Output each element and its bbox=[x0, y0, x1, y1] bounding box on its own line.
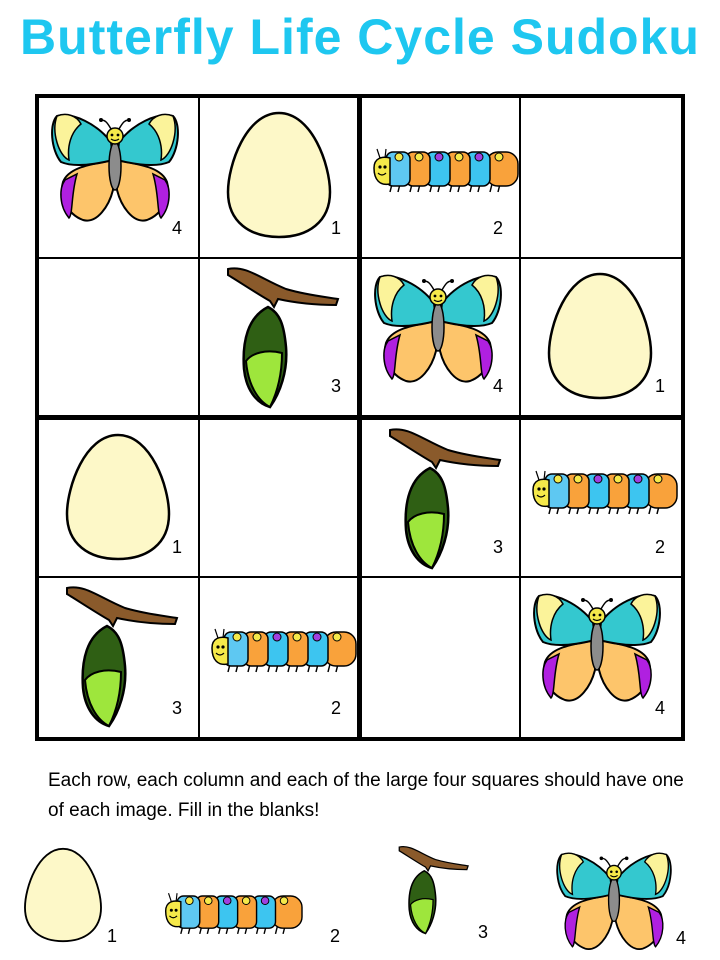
caterpillar-icon bbox=[368, 146, 518, 196]
egg-icon bbox=[545, 271, 655, 401]
key-number: 2 bbox=[330, 926, 341, 946]
butterfly-icon bbox=[529, 582, 665, 706]
puzzle-cell bbox=[362, 420, 519, 576]
cell-number: 2 bbox=[654, 537, 665, 557]
puzzle-cell bbox=[39, 420, 198, 576]
caterpillar-icon bbox=[206, 626, 356, 676]
chrysalis-icon bbox=[226, 261, 341, 411]
page-title: Butterfly Life Cycle Sudoku bbox=[20, 9, 700, 65]
butterfly-icon bbox=[370, 263, 506, 387]
key-number: 1 bbox=[107, 926, 118, 946]
empty-cell[interactable] bbox=[362, 578, 519, 737]
cell-number: 3 bbox=[171, 698, 182, 718]
cell-number: 2 bbox=[492, 218, 503, 238]
egg-icon bbox=[22, 846, 104, 944]
egg-icon bbox=[63, 432, 173, 562]
cell-number: 3 bbox=[492, 537, 503, 557]
puzzle-cell bbox=[200, 98, 357, 257]
butterfly-icon bbox=[47, 102, 183, 226]
cell-number: 1 bbox=[330, 218, 341, 238]
empty-cell[interactable] bbox=[200, 420, 357, 576]
key-item-chrysalis bbox=[398, 842, 470, 936]
puzzle-cell bbox=[521, 420, 681, 576]
instructions-text: Each row, each column and each of the large four squares should have one of each image. Fill in the blanks! bbox=[48, 770, 684, 821]
key-item-caterpillar bbox=[160, 890, 302, 938]
egg-icon bbox=[224, 110, 334, 240]
empty-cell[interactable] bbox=[521, 98, 681, 257]
puzzle-cell bbox=[521, 578, 681, 737]
cell-number: 1 bbox=[171, 537, 182, 557]
caterpillar-icon bbox=[527, 468, 677, 518]
key-item-butterfly bbox=[550, 842, 678, 954]
puzzle-cell bbox=[200, 578, 357, 737]
cell-number: 1 bbox=[654, 376, 665, 396]
butterfly-icon bbox=[550, 842, 678, 954]
cell-number: 4 bbox=[492, 376, 503, 396]
key-number: 3 bbox=[478, 922, 489, 942]
key-item-egg bbox=[22, 846, 104, 944]
puzzle-cell bbox=[362, 98, 519, 257]
chrysalis-icon bbox=[65, 580, 180, 730]
caterpillar-icon bbox=[160, 890, 302, 938]
empty-cell[interactable] bbox=[39, 259, 198, 415]
sudoku-board bbox=[35, 94, 685, 741]
chrysalis-icon bbox=[398, 842, 470, 936]
puzzle-cell bbox=[39, 98, 198, 257]
cell-number: 3 bbox=[330, 376, 341, 396]
cell-number: 4 bbox=[171, 218, 182, 238]
puzzle-cell bbox=[39, 578, 198, 737]
puzzle-cell bbox=[521, 259, 681, 415]
chrysalis-icon bbox=[388, 422, 503, 572]
key-number: 4 bbox=[676, 928, 687, 948]
puzzle-cell bbox=[200, 259, 357, 415]
puzzle-cell bbox=[362, 259, 519, 415]
cell-number: 4 bbox=[654, 698, 665, 718]
cell-number: 2 bbox=[330, 698, 341, 718]
